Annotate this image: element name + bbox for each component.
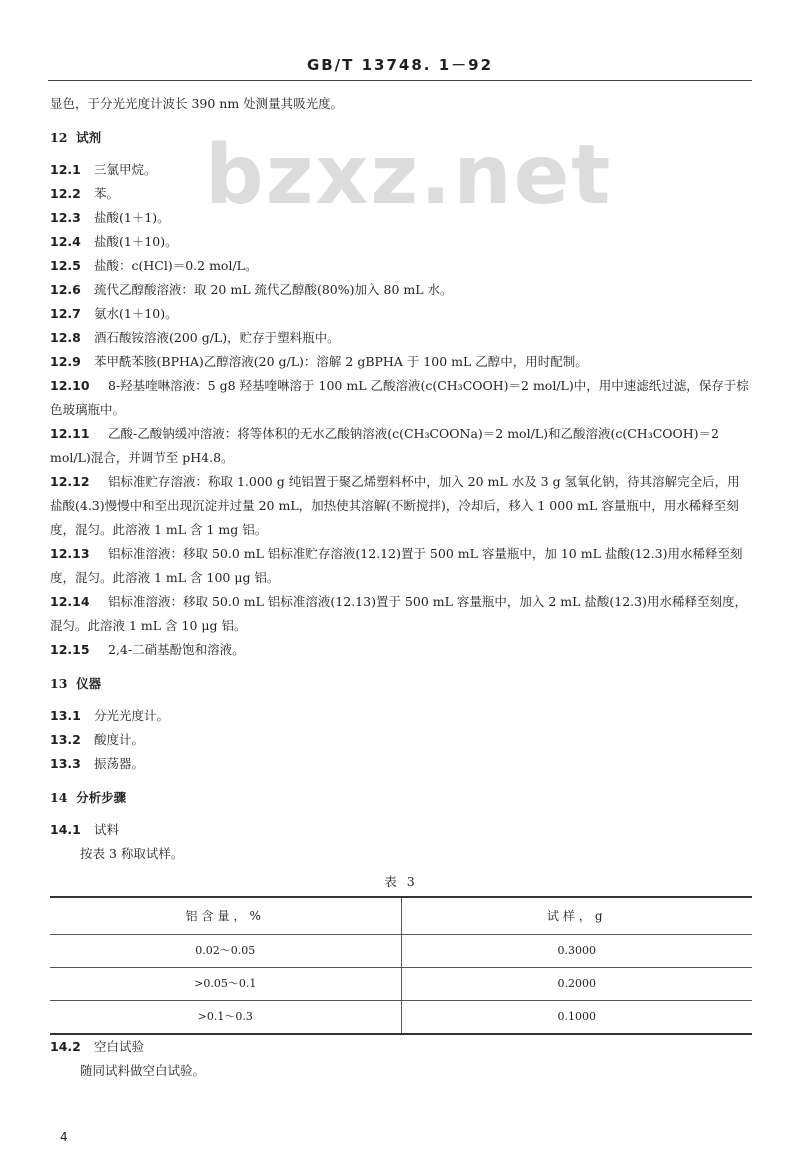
header-rule <box>48 80 752 81</box>
table-cell: 0.02～0.05 <box>50 935 401 968</box>
procedure-14-1-text: 按表 3 称取试样。 <box>80 846 184 861</box>
reagent-12-4: 12.4 盐酸(1＋10)。 <box>50 234 178 249</box>
reagent-12-11: 12.11 乙酸-乙酸钠缓冲溶液：将等体积的无水乙酸钠溶液(c(CH₃COONa)＝2 mol/L)和乙酸溶液(c(CH₃COOH)＝2 mol/L)混合，并调节至 pH4.8。 <box>50 426 719 465</box>
reagent-12-7: 12.7 氨水(1＋10)。 <box>50 306 178 321</box>
reagent-12-12: 12.12 铝标准贮存溶液：称取 1.000 g 纯铝置于聚乙烯塑料杯中，加入 20 mL 水及 3 g 氢氧化钠，待其溶解完全后，用盐酸(4.3)慢慢中和至出现沉淀并过量 20 mL，加热使其溶解(不断搅拌)，冷却后，移入 1 000 mL 容量瓶中，用水稀释至刻度，混匀。此溶液 1 mL 含 1 mg 铝。 <box>50 474 740 537</box>
instrument-13-3: 13.3 振荡器。 <box>50 756 145 771</box>
table-cell: >0.1～0.3 <box>50 1001 401 1035</box>
reagent-12-1: 12.1 三氯甲烷。 <box>50 162 157 177</box>
procedure-14-2-heading: 14.2 空白试验 <box>50 1039 145 1054</box>
section-13-heading: 13 仪器 <box>50 676 102 691</box>
table-cell: 0.1000 <box>557 1010 596 1023</box>
table-header-row <box>50 897 752 935</box>
table-row <box>50 935 752 968</box>
intro-line: 显色，于分光光度计波长 390 nm 处测量其吸光度。 <box>50 96 344 111</box>
reagent-12-10: 12.10 8-羟基喹啉溶液：5 g8 羟基喹啉溶于 100 mL 乙酸溶液(c(CH₃COOH)＝2 mol/L)中，用中速滤纸过滤，保存于棕色玻璃瓶中。 <box>50 378 749 417</box>
table-cell: 0.3000 <box>401 935 752 968</box>
reagent-12-5: 12.5 盐酸：c(HCl)＝0.2 mol/L。 <box>50 258 258 273</box>
watermark: bzxz.net <box>205 128 613 223</box>
section-14-heading: 14 分析步骤 <box>50 790 127 805</box>
table-row <box>50 968 752 1001</box>
reagent-12-14: 12.14 铝标准溶液：移取 50.0 mL 铝标准溶液(12.13)置于 500 mL 容量瓶中，加入 2 mL 盐酸(12.3)用水稀释至刻度，混匀。此溶液 1 mL 含 10 μg 铝。 <box>50 594 747 633</box>
reagent-12-3: 12.3 盐酸(1＋1)。 <box>50 210 170 225</box>
instrument-13-2: 13.2 酸度计。 <box>50 732 145 747</box>
instrument-13-1: 13.1 分光光度计。 <box>50 708 170 723</box>
reagent-12-15: 12.15 2,4-二硝基酚饱和溶液。 <box>50 642 245 657</box>
table-row <box>50 1001 752 1035</box>
procedure-14-1-heading: 14.1 试料 <box>50 822 120 837</box>
procedure-14-2-text: 随同试料做空白试验。 <box>80 1063 206 1078</box>
reagent-12-13: 12.13 铝标准溶液：移取 50.0 mL 铝标准贮存溶液(12.12)置于 500 mL 容量瓶中，加 10 mL 盐酸(12.3)用水稀释至刻度，混匀。此溶液 1 mL 含 100 μg 铝。 <box>50 546 743 585</box>
reagent-12-9: 12.9 苯甲酰苯胲(BPHA)乙醇溶液(20 g/L)：溶解 2 gBPHA 于 100 mL 乙醇中，用时配制。 <box>50 354 588 369</box>
table-cell: 0.2000 <box>401 968 752 1001</box>
reagent-12-8: 12.8 酒石酸铵溶液(200 g/L)，贮存于塑料瓶中。 <box>50 330 340 345</box>
reagent-12-2: 12.2 苯。 <box>50 186 120 201</box>
table-header-sample: 试样，g <box>401 897 752 935</box>
sample-weight-table <box>50 896 752 1035</box>
reagent-12-6: 12.6 巯代乙醇酸溶液：取 20 mL 巯代乙醇酸(80%)加入 80 mL 水。 <box>50 282 453 297</box>
page-header: GB/T 13748. 1－92 <box>306 56 494 74</box>
page-number: 4 <box>60 1130 68 1144</box>
table-cell: >0.05～0.1 <box>50 968 401 1001</box>
document-body <box>50 92 752 1083</box>
section-12-heading: 12 试剂 <box>50 130 102 145</box>
table-caption: 表 3 <box>384 874 418 889</box>
table-header-aluminum: 铝含量，% <box>50 897 401 935</box>
